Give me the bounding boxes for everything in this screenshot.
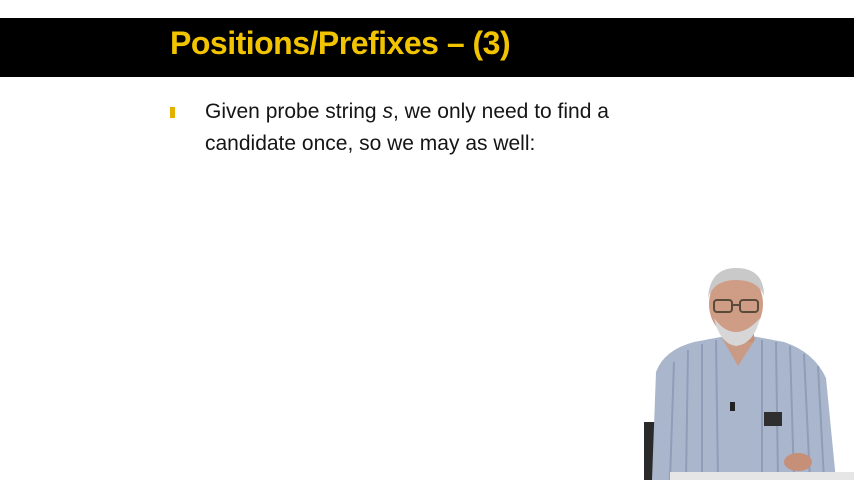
- slide-title: Positions/Prefixes – (3): [170, 25, 511, 61]
- bullet-icon: [170, 107, 175, 118]
- bullet-variable: s: [382, 100, 393, 123]
- desk-shape: [670, 472, 854, 480]
- bullet-text-before: Given probe string: [205, 100, 383, 123]
- bullet-item: [205, 96, 695, 160]
- bullet-text-after: , we only need to find a candidate once, so we may as well:: [205, 100, 609, 155]
- presenter-video-icon: [630, 262, 854, 480]
